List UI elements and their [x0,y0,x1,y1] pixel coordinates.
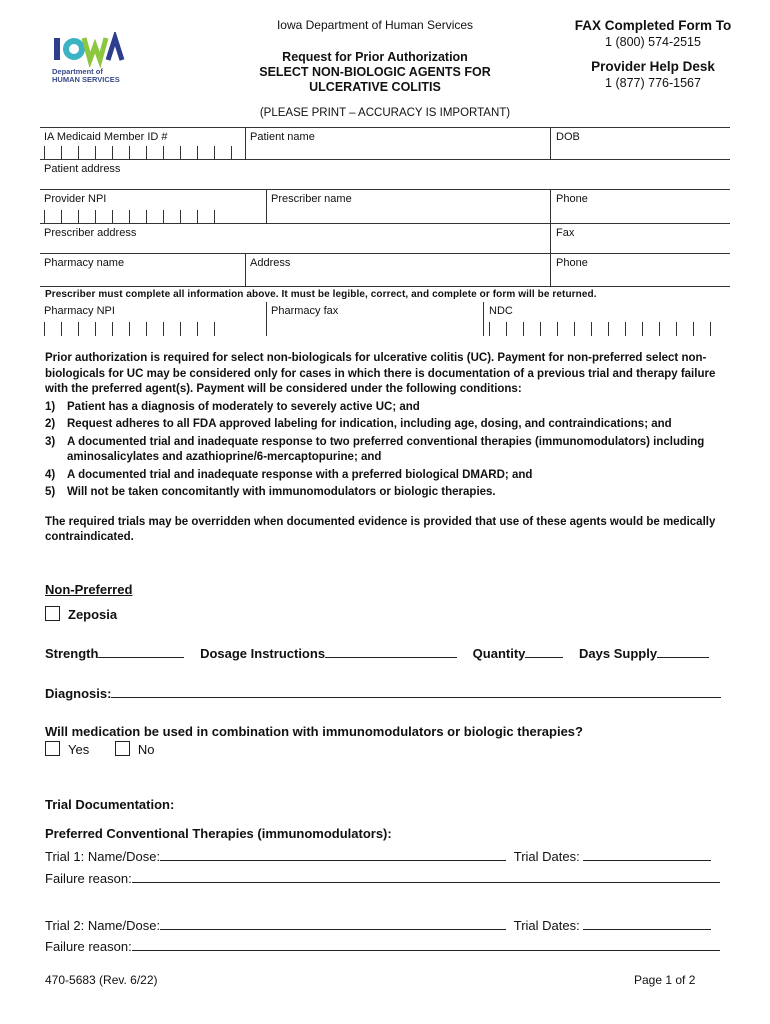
diagnosis-row [45,685,721,701]
trial-documentation-heading: Trial Documentation: [45,797,175,812]
zeposia-option[interactable] [45,606,117,622]
logo-line-2: HUMAN SERVICES [52,75,120,84]
quantity-field[interactable] [525,645,563,658]
trial-2-failure-field[interactable] [132,938,720,951]
condition-number: 2) [45,418,56,430]
trial-1-dates-label: Trial Dates: [513,849,580,864]
condition-number: 3) [45,435,56,448]
pharmacy-phone-label: Phone [556,257,588,269]
pharmacy-address-label: Address [250,257,291,269]
condition-text: A documented trial and inadequate response with a preferred biological DMARD; and [67,468,533,481]
fax-number: 1 (800) 574-2515 [605,35,701,49]
diagnosis-label: Diagnosis: [45,686,112,701]
condition-number: 4) [45,468,56,481]
condition-number: 5) [45,486,56,498]
patient-address-label: Patient address [44,163,121,175]
combination-question: Will medication be used in combination with immunomodulators or biologic therapies? [45,724,583,739]
trial-2-row [45,917,711,933]
form-title [225,50,525,95]
row-prescriber-address [40,223,730,254]
condition-3 [45,435,725,466]
trial-1-name-field[interactable] [160,848,506,861]
fax-field-label: Fax [556,227,575,239]
yes-label: Yes [68,742,90,757]
no-label: No [137,742,155,757]
trial-1-row [45,848,711,864]
row-pharmacy-npi [40,302,730,336]
yes-checkbox[interactable] [45,741,60,756]
diagnosis-field[interactable] [111,685,721,698]
condition-1 [45,400,725,416]
quantity-label: Quantity [472,646,526,661]
trial-1-failure-label: Failure reason: [45,871,132,886]
ndc-boxes[interactable] [489,322,727,336]
trial-2-dates-label: Trial Dates: [513,918,580,933]
prescriber-address-label: Prescriber address [44,227,137,239]
condition-5 [45,485,725,501]
pharmacy-name-label: Pharmacy name [44,257,125,269]
page-number: Page 1 of 2 [634,973,696,987]
member-id-label: IA Medicaid Member ID # [44,131,168,143]
helpdesk-number: 1 (877) 776-1567 [605,76,701,90]
dosage-field[interactable] [325,645,457,658]
row-provider [40,189,730,224]
dispense-row [45,645,709,661]
row-patient-address [40,159,730,190]
override-note: The required trials may be overridden when documented evidence is provided that use of these agents would be medically contraindicated. [45,515,716,543]
non-preferred-heading: Non-Preferred [45,582,133,597]
provider-npi-boxes[interactable] [44,210,231,224]
agency-name: Iowa Department of Human Services [276,18,474,32]
provider-npi-label: Provider NPI [44,193,107,205]
criteria-section [45,351,725,546]
pharmacy-fax-label: Pharmacy fax [271,305,339,317]
title-line-2: SELECT NON-BIOLOGIC AGENTS FOR [259,65,491,79]
contact-block [548,18,758,91]
logo-line-1: Department of [52,67,103,76]
trial-2-label: Trial 2: Name/Dose: [45,918,161,933]
logo-text [52,68,120,84]
phone-label: Phone [556,193,588,205]
trial-2-name-field[interactable] [160,917,506,930]
pharmacy-npi-label: Pharmacy NPI [44,305,115,317]
row-pharmacy [40,253,730,287]
strength-field[interactable] [98,645,184,658]
ndc-label: NDC [489,305,513,317]
days-supply-field[interactable] [657,645,709,658]
row-member [40,127,730,160]
condition-number: 1) [45,400,56,413]
criteria-intro: Prior authorization is required for select non-biologicals for ulcerative colitis (UC). Payment for non-preferred select non-biologicals for UC may be considered only for cases in which there is documentation of a previous trial and therapy failure with the preferred agent(s). Payment will be considered under the following conditions: [45,352,716,395]
days-supply-label: Days Supply [579,646,658,661]
zeposia-label: Zeposia [68,607,118,622]
patient-name-label: Patient name [250,131,315,143]
fax-label: FAX Completed Form To [574,18,732,33]
pharmacy-npi-boxes[interactable] [44,322,231,336]
trial-1-failure-field[interactable] [132,870,720,883]
title-line-3: ULCERATIVE COLITIS [309,80,441,94]
conventional-therapies-heading: Preferred Conventional Therapies (immunomodulators): [45,826,392,841]
trial-1-dates-field[interactable] [583,848,711,861]
condition-text: Request adheres to all FDA approved labeling for indication, including age, dosing, and contraindications; and [67,418,672,430]
condition-4 [45,468,725,484]
member-id-boxes[interactable] [44,146,248,160]
no-checkbox[interactable] [115,741,130,756]
trial-2-failure-label: Failure reason: [45,939,132,954]
print-note: (PLEASE PRINT – ACCURACY IS IMPORTANT) [259,107,511,119]
trial-2-dates-field[interactable] [583,917,711,930]
dosage-label: Dosage Instructions [200,646,326,661]
trial-2-failure-row [45,938,720,954]
combination-options [45,741,154,757]
title-line-1: Request for Prior Authorization [282,50,468,64]
strength-label: Strength [45,646,99,661]
condition-text: Patient has a diagnosis of moderately to severely active UC; and [67,400,420,413]
helpdesk-label: Provider Help Desk [591,59,715,74]
zeposia-checkbox[interactable] [45,606,60,621]
trial-1-label: Trial 1: Name/Dose: [45,849,161,864]
condition-text: A documented trial and inadequate response to two preferred conventional therapies (immunomodulators) including aminosalicylates and azathioprine/6-mercaptopurine; and [67,435,705,463]
dob-label: DOB [556,131,580,143]
condition-2 [45,417,725,433]
trial-1-failure-row [45,870,720,886]
completion-warning: Prescriber must complete all information above. It must be legible, correct, and complete or form will be returned. [45,289,597,300]
form-number: 470-5683 (Rev. 6/22) [45,973,158,987]
condition-text: Will not be taken concomitantly with immunomodulators or biologic therapies. [67,486,496,498]
prescriber-name-label: Prescriber name [271,193,352,205]
